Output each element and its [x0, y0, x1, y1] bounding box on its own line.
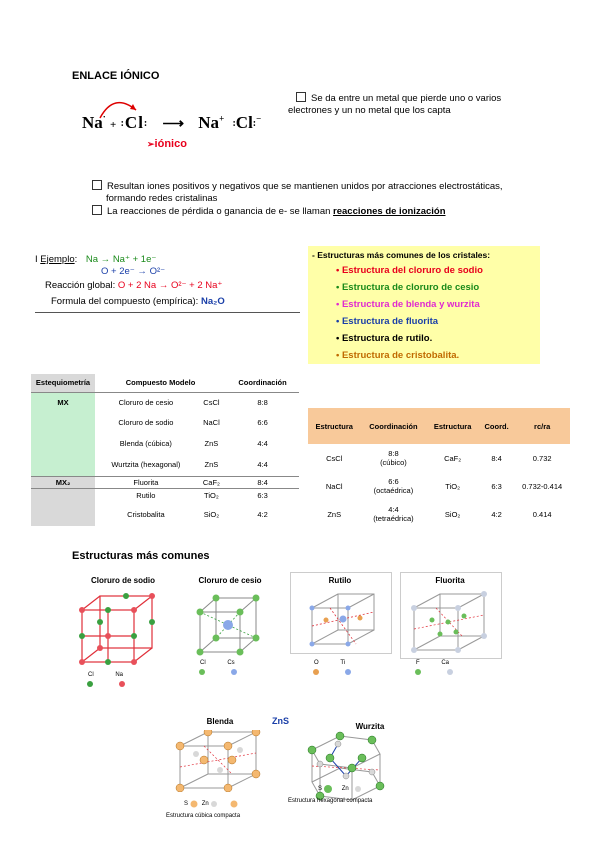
nacl-structure-diagram — [70, 590, 170, 670]
structure-item: • Estructura del cloruro de sodio — [336, 265, 483, 276]
cl-ion: Cl — [235, 113, 253, 132]
legend: Cl Na — [88, 672, 124, 678]
cl-atom: Cl — [124, 113, 144, 132]
table-row: Wurtzita (hexagonal) ZnS 4:4 — [31, 454, 299, 476]
legend: S Zn — [318, 786, 349, 792]
blende-structure-diagram — [170, 730, 270, 792]
fluorite-structure-diagram — [404, 590, 498, 654]
electron-transfer-arrow — [96, 92, 146, 122]
na-ion: Na — [198, 113, 220, 132]
ionic-equation: Na· + :Cl: ⟶ Na+ :Cl:− — [82, 112, 262, 132]
radius-ratio-table — [308, 408, 570, 528]
structure-label: Cloruro de sodio — [91, 576, 155, 585]
ionic-label: ➢iónico — [147, 138, 187, 150]
list-item: La reacciones de pérdida o ganancia de e- se llaman reacciones de ionización — [92, 205, 512, 218]
page-title: ENLACE IÓNICO — [72, 70, 160, 82]
crystal-structures-box: - Estructuras más comunes de los cristales: • Estructura del cloruro de sodio • Estructura de cloruro de cesio • Estructura de blenda y wurzita • Estructura de fluorita • Estructura de rutilo. • Estructura de cristobalita. — [308, 246, 540, 364]
table-row: Rutilo TiO₂ 6:3 — [31, 488, 299, 502]
table-header: Estructura Coordinación Estructura Coord. rc/ra — [308, 408, 570, 444]
structure-label: Blenda — [206, 717, 234, 726]
table-row: Cristobalita SiO₂ 4:2 — [31, 502, 299, 526]
rutile-structure-diagram — [298, 590, 388, 650]
structure-item: • Estructura de cristobalita. — [336, 350, 460, 361]
checkbox-icon — [296, 92, 306, 102]
structure-label: Cloruro de cesio — [198, 576, 262, 585]
table-row: Cloruro de sodio NaCl 6:6 — [31, 412, 299, 432]
cscl-structure-diagram — [190, 590, 270, 660]
table-row: MX₂ Fluorita CaF₂ 8:4 — [31, 476, 299, 488]
legend-icons — [414, 668, 464, 678]
table-row: ZnS 4:4 (tetraédrica) SiO₂ 4:2 0.414 — [327, 505, 552, 523]
table-row: CsCl 8:8 (cúbico) CaF₂ 8:4 0.732 — [326, 449, 552, 467]
example-block: I Ejemplo: Na → Na⁺ + 1e⁻ O + 2e⁻ → O²⁻ Reacción global: O + 2 Na → O²⁻ + 2 Na⁺ Formula del compuesto (empírica): Na₂O — [35, 254, 300, 313]
table-row: MX Cloruro de cesio CsCl 8:8 — [31, 392, 299, 412]
table-header: Estequiometría Compuesto Modelo Coordinación — [31, 374, 299, 392]
legend-icons — [198, 668, 248, 678]
table-row: NaCl 6:6 (octaédrica) TiO₂ 6:3 0.732-0.414 — [325, 477, 563, 495]
desc-metal-nonmetal: Se da entre un metal que pierde uno o varios electrones y un no metal que los capta — [288, 93, 502, 116]
zns-label: ZnS — [272, 716, 289, 726]
checkbox-icon — [92, 205, 102, 215]
legend-icons — [86, 680, 136, 690]
table-row: Blenda (cúbica) ZnS 4:4 — [31, 432, 299, 454]
list-item: Resultan iones positivos y negativos que se mantienen unidos por atracciones electrostáticas, formando redes cristalinas — [92, 180, 512, 205]
structure-label: Fluorita — [435, 576, 465, 585]
structure-item: • Estructura de cloruro de cesio — [336, 282, 480, 293]
structure-label: Rutilo — [328, 576, 352, 585]
structure-item: • Estructura de fluorita — [336, 316, 439, 327]
structure-item: • Estructura de blenda y wurzita — [336, 299, 480, 310]
checkbox-icon — [92, 180, 102, 190]
legend: O Ti — [314, 660, 346, 666]
structure-caption: Estructura cúbica compacta — [166, 813, 241, 819]
legend: F Ca — [416, 660, 450, 666]
legend-icons — [312, 668, 362, 678]
legend-icons — [324, 785, 384, 795]
bullet-list — [92, 180, 512, 218]
structure-item: • Estructura de rutilo. — [336, 333, 433, 344]
legend: Cl Cs — [200, 660, 235, 666]
structure-caption: Estructura hexagonal compacta — [288, 798, 373, 804]
stoichiometry-table — [31, 374, 299, 526]
na-atom: Na — [82, 113, 103, 132]
legend-icons — [190, 800, 250, 810]
structure-label: Wurzita — [355, 722, 385, 731]
structures-title: Estructuras más comunes — [72, 550, 210, 562]
legend: S Zn — [184, 801, 209, 807]
